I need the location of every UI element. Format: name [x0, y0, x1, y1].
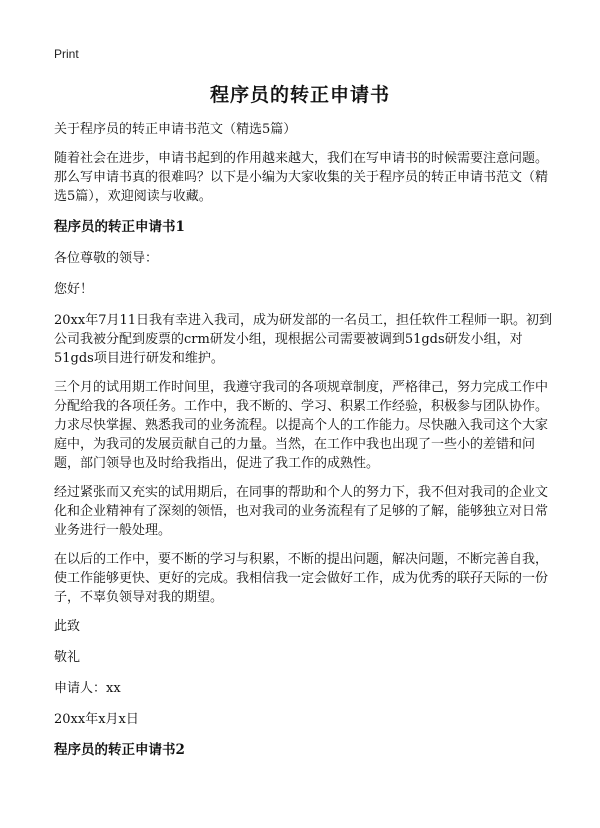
intro-paragraph: 随着社会在进步，申请书起到的作用越来越大，我们在写申请书的时候需要注意问题。那么写申请书真的很难吗？以下是小编为大家收集的关于程序员的转正申请书范文（精选5篇），欢迎阅读与收藏。: [54, 151, 549, 204]
document-body: [54, 120, 554, 772]
body-paragraph-1: 20xx年7月11日我有幸进入我司，成为研发部的一名员工，担任软件工程师一职。初到公司我被分配到废票的crm研发小组，现根据公司需要被调到51gds研发小组，对51gds项目进行研发和维护。: [54, 313, 553, 366]
body-paragraph-4: 在以后的工作中，要不断的学习与积累，不断的提出问题，解决问题，不断完善自我，使工作能够更快、更好的完成。我相信我一定会做好工作，成为优秀的联孖天际的一份子，不辜负领导对我的期望。: [54, 552, 549, 605]
section-2-heading: 程序员的转正申请书2: [54, 742, 185, 758]
closing-line-2: 敬礼: [54, 650, 81, 665]
closing-line-1: 此致: [54, 619, 81, 634]
date-line: 20xx年x月x日: [54, 712, 139, 727]
applicant-line: 申请人：xx: [54, 681, 121, 696]
greeting: 您好！: [54, 282, 94, 297]
document-subtitle: 关于程序员的转正申请书范文（精选5篇）: [54, 122, 297, 137]
body-paragraph-3: 经过紧张而又充实的试用期后，在同事的帮助和个人的努力下，我不但对我司的企业文化和企业精神有了深刻的领悟，也对我司的业务流程有了足够的了解，能够独立对日常业务进行一般处理。: [54, 485, 549, 538]
document-title: 程序员的转正申请书: [209, 84, 390, 106]
salutation: 各位尊敬的领导：: [54, 251, 159, 266]
print-link[interactable]: Print: [54, 47, 79, 61]
section-1-heading: 程序员的转正申请书1: [54, 219, 185, 235]
body-paragraph-2: 三个月的试用期工作时间里，我遵守我司的各项规章制度，严格律己，努力完成工作中分配给我的各项任务。工作中，我不断的、学习、积累工作经验，积极参与团队协作。力求尽快掌握、熟悉我司的业务流程。以提高个人的工作能力。尽快融入我司这个大家庭中，为我司的发展贡献自己的力量。当然，在工作中我也出现了一些小的差错和问题，部门领导也及时给我指出，促进了我工作的成熟性。: [54, 380, 549, 471]
